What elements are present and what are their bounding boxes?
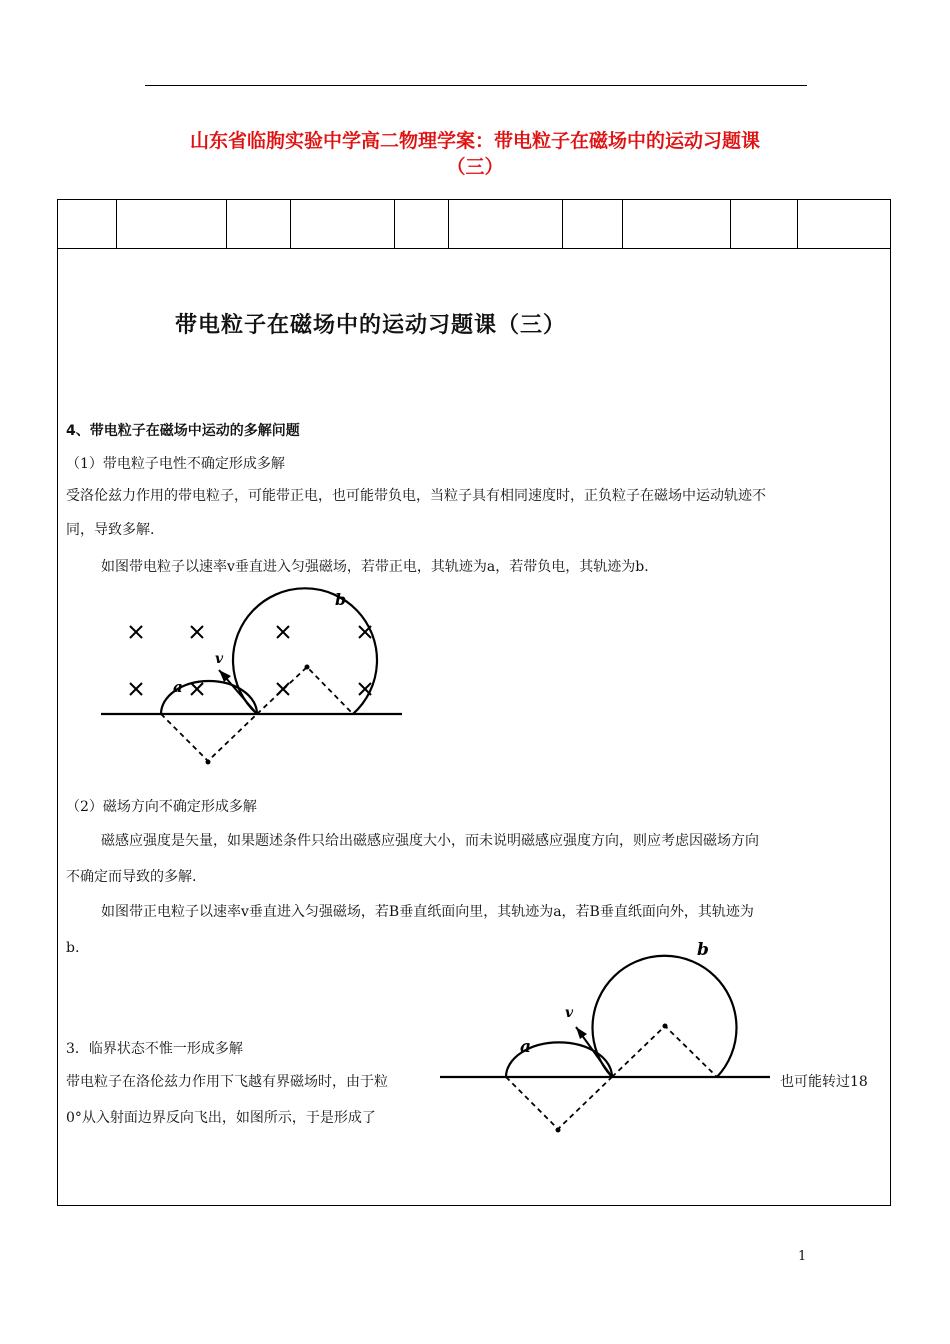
info-cell (291, 200, 395, 249)
info-cell (731, 200, 798, 249)
part3-heading: 3．临界状态不惟一形成多解 (66, 1041, 243, 1057)
part2-text-line1: 磁感应强度是矢量，如果题述条件只给出磁感应强度大小，而未说明磁感应强度方向，则应考虑因磁场方向 (101, 833, 759, 849)
part1-example: 如图带电粒子以速率v垂直进入匀强磁场，若带正电，其轨迹为a，若带负电，其轨迹为b. (101, 559, 649, 575)
part3-text-line2: 0°从入射面边界反向飞出，如图所示，于是形成了 (66, 1110, 376, 1126)
part3-text-line1-left: 带电粒子在洛伦兹力作用下飞越有界磁场时，由于粒 (66, 1074, 388, 1090)
part2-example-line1: 如图带正电粒子以速率v垂直进入匀强磁场，若B垂直纸面向里，其轨迹为a，若B垂直纸面向外，其轨迹为 (101, 904, 754, 920)
figure-1-trajectory (95, 585, 410, 770)
part2-example-line2: b. (66, 940, 80, 956)
part1-heading: （1）带电粒子电性不确定形成多解 (66, 456, 285, 472)
info-cell (395, 200, 449, 249)
part2-heading: （2）磁场方向不确定形成多解 (66, 799, 257, 815)
part1-text-line2: 同，导致多解. (66, 522, 155, 538)
section-heading: 4、带电粒子在磁场中运动的多解问题 (66, 423, 300, 439)
page-title: 山东省临朐实验中学高二物理学案：带电粒子在磁场中的运动习题课 (189, 130, 760, 152)
header-rule (145, 85, 807, 86)
part1-text-line1: 受洛伦兹力作用的带电粒子，可能带正电，也可能带负电，当粒子具有相同速度时，正负粒子在磁场中运动轨迹不 (66, 488, 766, 504)
figure-2-trajectory (440, 935, 770, 1135)
label-a: a (173, 678, 183, 696)
info-cell (117, 200, 227, 249)
label-b: b (335, 590, 347, 609)
info-cell (449, 200, 563, 249)
info-cell (58, 200, 117, 249)
info-cell (563, 200, 623, 249)
lesson-title: 带电粒子在磁场中的运动习题课（三） (175, 313, 567, 338)
info-cell (623, 200, 731, 249)
part3-text-line1-right: ，也可能转过18 (766, 1074, 868, 1090)
label-v: v (565, 1005, 574, 1021)
info-table (57, 199, 891, 249)
label-v: v (215, 651, 224, 667)
page-number: 1 (798, 1249, 807, 1264)
info-cell (798, 200, 891, 249)
label-a: a (520, 1037, 532, 1057)
label-b: b (697, 940, 709, 960)
page-title-suffix: （三） (446, 156, 504, 178)
part2-text-line2: 不确定而导致的多解. (66, 869, 197, 885)
info-cell (227, 200, 291, 249)
